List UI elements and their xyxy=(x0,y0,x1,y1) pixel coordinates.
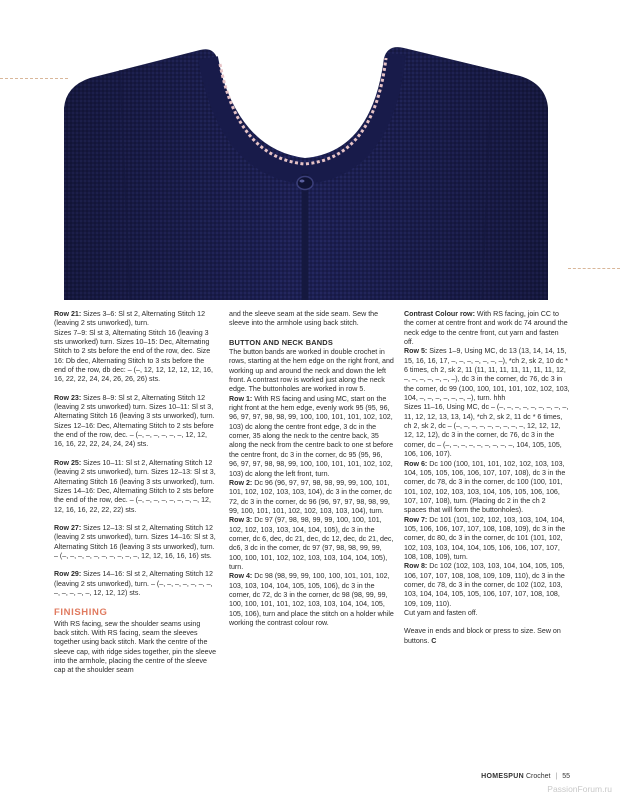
pattern-row: Row 25: Sizes 10–11: Sl st 2, Alternating Stitch 12 (leaving 2 sts unworked), turn. Sizes 12–13: Sl st 3, Alternating Stitch 16 (leaving 3 sts unworked), turn. Sizes 14–16: Dec, Alternating Stitch to 2 sts before the end of the row, dec. – (–, –, –, –, –, –, –, –, 12, 12, 16, 16, 22, 22, 22) sts. xyxy=(54,458,216,514)
page-footer xyxy=(481,773,570,780)
pattern-row: Row 1: With RS facing and using MC, start on the right front at the hem edge, evenly work 95 (95, 96, 96, 97, 97, 98, 98, 99, 100, 100, 101, 101, 102, 102, 103) dc along the centre front edge, 3 dc in the corner, 35 along the neck to the centre back, 35 along the neck from the centre back to one st before the centre front, dc 3 in the corner, dc 95 (95, 96, 96, 97, 97, 98, 98, 99, 100, 100, 101, 101, 102, 102, 103) dc along the left front, turn. xyxy=(229,394,394,478)
pattern-row: Row 3: Dc 97 (97, 98, 98, 99, 99, 100, 100, 101, 102, 102, 103, 103, 104, 104, 105), dc 3 in the corner, dc 6, dec, dc 21, dec, dc 12, dec, dc 21, dec, dc6, 3 dc in the corner, dc 97 (97, 98, 98, 99, 99, 100, 100, 101, 102, 102, 103, 103, 104, 104, 105), turn. xyxy=(229,516,394,571)
page-number: 55 xyxy=(562,773,570,780)
magazine-brand: HOMESPUN xyxy=(481,773,524,780)
pattern-row: Row 6: Dc 100 (100, 101, 101, 102, 102, 103, 103, 104, 105, 105, 106, 106, 107, 107, 108), dc 3 in the corner, dc 78, dc 3 in the corner, dc 100 (100, 101, 101, 102, 102, 103, 103, 104, 105, 105, 106, 106, 107, 107, 108), turn. (Placing dc 2 in the ch 2 spaces that will form the buttonholes). xyxy=(404,459,566,515)
finishing-heading: FINISHING xyxy=(54,607,108,619)
contrast-row: Contrast Colour row: With RS facing, join CC to the corner at centre front and work dc 74 around the neck edge to the centre front, cut yarn and fasten off. xyxy=(404,310,568,347)
pattern-row: Row 5: Sizes 1–9, Using MC, dc 13 (13, 14, 14, 15, 15, 16, 16, 17, –, –, –, –, –, –, –), *ch 2, sk 2, 10 dc * 6 times, ch 2, sk 2, 11 (11, 11, 11, 11, 11, 11, 11, 12, –, –, –, –, –, –, –), dc 3 in the corner, dc 76, dc 3 in the corner, dc 99 (100, 100, 101, 101, 102, 102, 103, 104, –, –, –, –, –, –, –), turn. hhh Sizes 11–16, Using MC, dc – (–, –, –, –, –, –, –, –, –, 11, 12, 12, 13, 13, 14), *ch 2, sk 2, 11 dc * 6 times, ch 2, sk 2, dc – (–, –, –, –, –, –, –, –, –, 12, 12, 12, 12, 12, 12), dc 3 in the corner, dc 76, dc 3 in the corner, dc – (–, –, –, –, –, –, –, –, –, 104, 105, 105, 106, 106, 107). xyxy=(404,347,570,459)
finishing-text: With RS facing, sew the shoulder seams using back stitch. With RS facing, seam the sleeves together using back stitch. Mark the centre of the sleeve cap, with ridge sides together, pin the sleeve into the armhole, placing the centre of the sleeve cap at the shoulder seam xyxy=(54,619,217,675)
footer-separator: | xyxy=(555,773,558,780)
text-column-3 xyxy=(404,310,570,655)
pattern-row: Row 7: Dc 101 (101, 102, 102, 103, 103, 104, 104, 105, 106, 106, 107, 107, 108, 108, 109), dc 3 in the corner, dc 80, dc 3 in the corner, dc 101 (101, 102, 102, 103, 103, 104, 104, 105, 106, 106, 107, 107, 108, 108, 109), turn. xyxy=(404,515,566,561)
pattern-row: Row 23: Sizes 8–9: Sl st 2, Alternating Stitch 12 (leaving 2 sts unworked) turn. Sizes 10–11: Sl st 3, Alternating Stitch 16 (leaving 3 sts unworked), turn. Sizes 12–16: Dec, Alternating Stitch to 2 sts before the end of the row, dec. – (–, –, –, –, –, –, 12, 12, 16, 16, 22, 22, 24, 24, 24) sts. xyxy=(54,393,215,449)
pattern-row: Row 8: Dc 102 (102, 103, 103, 104, 104, 105, 105, 106, 107, 107, 108, 108, 109, 109, 110), dc 3 in the corner, dc 78, dc 3 in the corner, dc 102 (102, 103, 103, 104, 104, 105, 105, 106, 107, 107, 108, 108, 109, 109, 110). Cut yarn and fasten off. xyxy=(404,562,565,617)
bands-intro: The button bands are worked in double crochet in rows, starting at the hem edge on the right front, and working up and around the neck and down the left front. A contrast row is worked just along the neck edge. The buttonholes are worked in row 5. xyxy=(229,348,394,394)
watermark: PassionForum.ru xyxy=(547,784,612,794)
button-bands-heading: BUTTON AND NECK BANDS xyxy=(229,337,333,347)
text-column-1 xyxy=(54,310,217,685)
closing-text: Weave in ends and block or press to size. Sew on buttons. C xyxy=(404,627,561,645)
button xyxy=(297,177,313,190)
end-mark: C xyxy=(431,636,437,645)
pattern-row: Row 4: Dc 98 (98, 99, 99, 100, 100, 101, 101, 102, 103, 103, 104, 104, 105, 105, 106), dc 3 in the corner, dc 72, dc 3 in the corner, dc 98 (98, 99, 99, 100, 100, 101, 101, 102, 103, 103, 104, 104, 105, 105, 106), turn and place the stitch on a holder while working the contrast colour row. xyxy=(229,572,394,627)
finishing-continued: and the sleeve seam at the side seam. Sew the sleeve into the armhole using back stitch. xyxy=(229,310,379,328)
pattern-row: Row 21: Sizes 3–6: Sl st 2, Alternating Stitch 12 (leaving 2 sts unworked), turn. Sizes 7–9: Sl st 3, Alternating Stitch 16 (leaving 3 sts unworked) turn. Sizes 10–15: Dec, Alternating Stitch to 2 sts before the end of the row, dec. Size 16: Db dec, Alternating Stitch to 3 sts before the end of the row, db dec: – (–, 12, 12, 12, 12, 12, 16, 16, 22, 22, 24, 24, 26, 26, 26) sts. xyxy=(54,310,213,384)
pattern-row: Row 27: Sizes 12–13: Sl st 2, Alternating Stitch 12 (leaving 2 sts unworked), turn. Sizes 14–16: Sl st 3, Alternating Stitch 16 (leaving 3 sts unworked), turn. – (–, –, –, –, –, –, –, –, –, –, 12, 12, 16, 16, 16) sts. xyxy=(54,523,216,560)
text-column-2 xyxy=(229,310,394,628)
cardigan-photo xyxy=(0,0,620,300)
magazine-section: Crochet xyxy=(525,773,551,780)
cardigan-illustration xyxy=(0,0,620,300)
pattern-row: Row 29: Sizes 14–16: Sl st 2, Alternating Stitch 12 (leaving 2 sts unworked), turn. – (–, –, –, –, –, –, –, –, –, –, –, –, 12, 12, 12) sts. xyxy=(54,570,213,597)
pattern-row: Row 2: Dc 96 (96, 97, 97, 98, 98, 99, 99, 100, 101, 101, 102, 102, 103, 103, 104), dc 3 in the corner, dc 72, dc 3 in the corner, dc 96 (96, 97, 97, 98, 98, 99, 99, 100, 101, 101, 102, 102, 103, 103, 104), turn. xyxy=(229,478,392,515)
